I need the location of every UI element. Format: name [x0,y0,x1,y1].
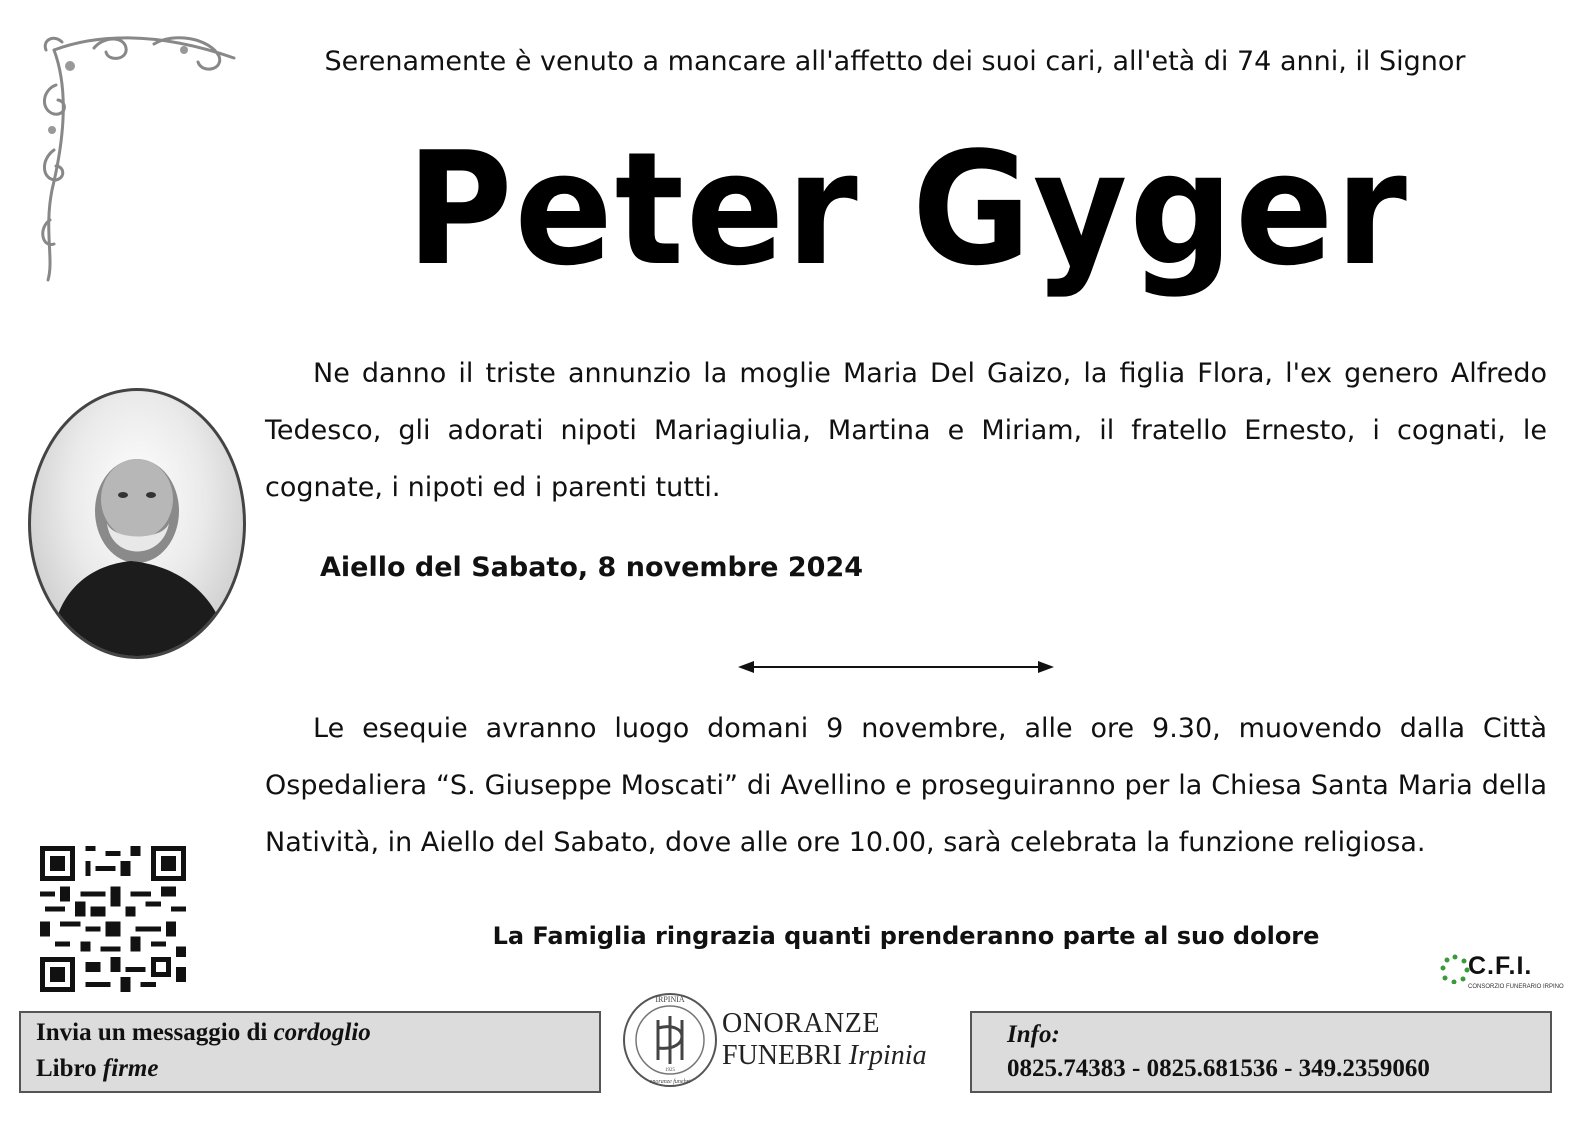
info-box [970,1011,1552,1093]
guestbook-label: Libro [36,1055,103,1082]
portrait-photo [28,388,246,659]
agency-name-line2 [722,1040,927,1072]
logo-top-text: IRPINIA [655,995,685,1004]
announcement-text: Ne danno il triste annunzio la moglie Maria Del Gaizo, la figlia Flora, l'ex genero Alfredo Tedesco, gli adorati nipoti Mariagiulia, Martina e Miriam, il fratello Ernesto, i cognati, le cognate, i nipoti ed i parenti tutti. [265,358,1547,503]
agency-logo-icon [620,990,720,1090]
logo-year: 1925 [665,1068,675,1073]
guestbook-italic: firme [102,1055,159,1082]
send-condolence-italic: cordoglio [273,1019,371,1046]
agency-name-italic: Irpinia [848,1040,927,1071]
portrait-figure [31,391,243,656]
cfi-dots-icon [1440,954,1470,984]
family-thanks: La Famiglia ringrazia quanti prenderanno parte al suo dolore [492,922,1320,950]
cfi-logo-text: C.F.I. [1468,952,1533,980]
send-condolence-label: Invia un messaggio di [36,1019,274,1046]
funeral-paragraph [265,700,1547,871]
info-label: Info: [1007,1021,1060,1048]
deceased-name: Peter Gyger [406,118,1409,300]
double-arrow-icon [738,658,1054,676]
phone-numbers[interactable]: 0825.74383 - 0825.681536 - 349.2359060 [1007,1055,1430,1082]
qr-code-icon[interactable] [40,846,186,992]
corner-flourish-icon [34,30,244,285]
cfi-logo [1440,946,1564,996]
send-condolence-link[interactable] [36,1019,371,1047]
agency-name-prefix: FUNEBRI [722,1040,849,1071]
place-date: Aiello del Sabato, 8 novembre 2024 [320,552,864,583]
guestbook-link[interactable] [36,1055,158,1083]
intro-text: Serenamente è venuto a mancare all'affetto dei suoi cari, all'età di 74 anni, il Signor [324,46,1466,77]
agency-name-line1: ONORANZE [722,1008,880,1039]
condolence-box[interactable] [19,1011,601,1093]
logo-bottom-text: onoranze funebri [649,1079,691,1085]
cfi-subtext: CONSORZIO FUNERARIO IRPINO [1468,984,1564,990]
funeral-text: Le esequie avranno luogo domani 9 novembre, alle ore 9.30, muovendo dalla Città Ospedaliera “S. Giuseppe Moscati” di Avellino e proseguiranno per la Chiesa Santa Maria della Natività, in Aiello del Sabato, dove alle ore 10.00, sarà celebrata la funzione religiosa. [265,713,1547,858]
announcement-paragraph [265,345,1547,516]
